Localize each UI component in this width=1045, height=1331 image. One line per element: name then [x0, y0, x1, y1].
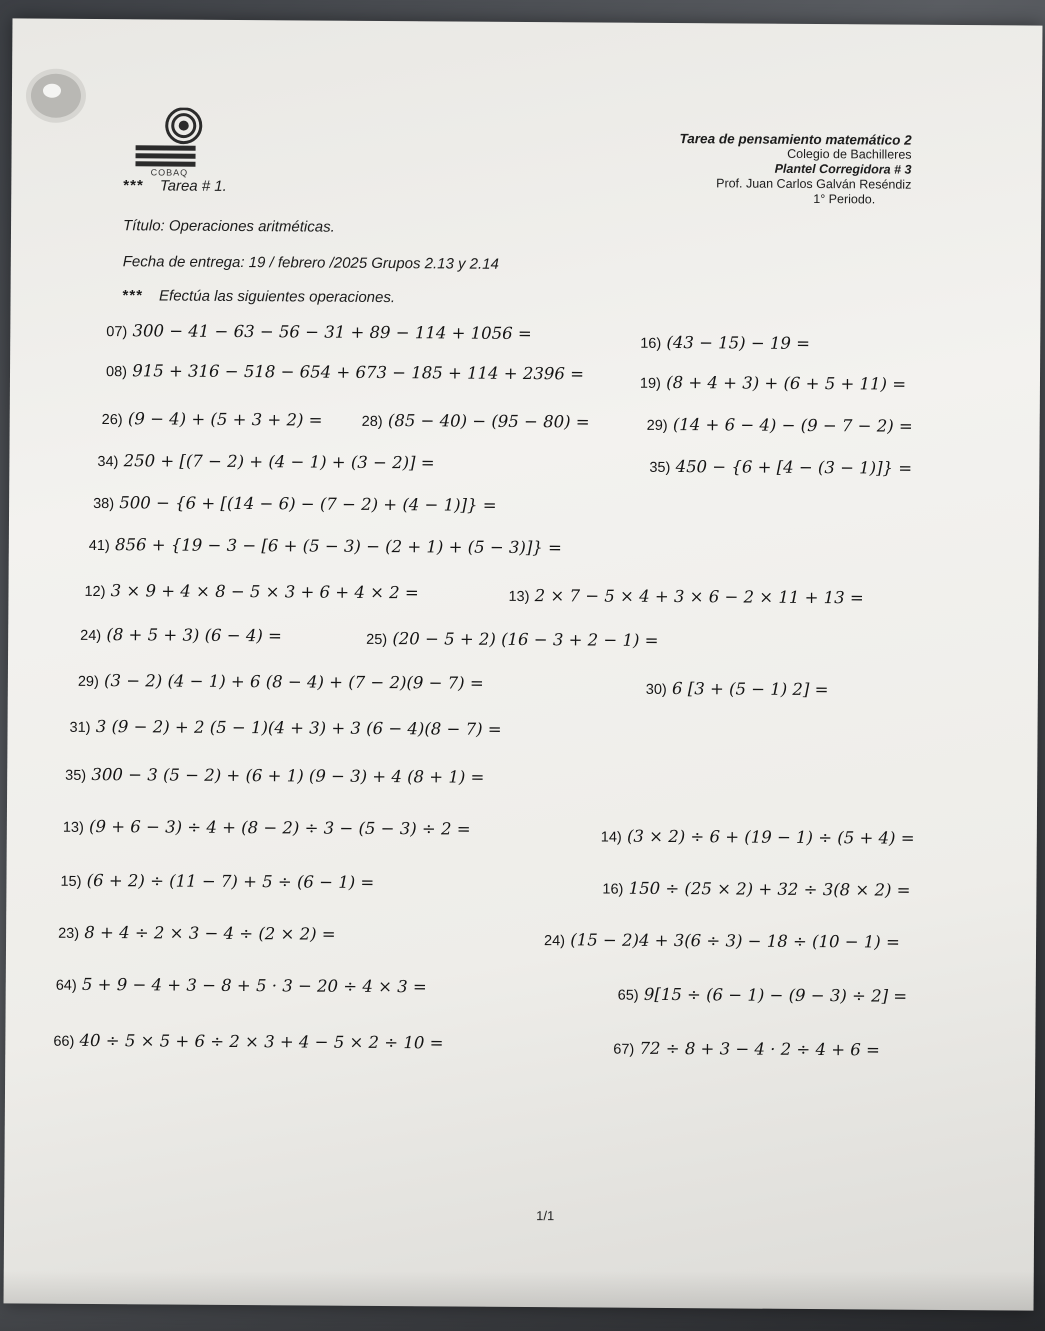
exercise-expression: (85 − 40) − (95 − 80) = [387, 411, 590, 432]
exercise-expression: (15 − 2)4 + 3(6 ÷ 3) − 18 ÷ (10 − 1) = [570, 930, 900, 952]
bullet-stars: *** [122, 287, 144, 305]
exercise-number: 19) [639, 375, 661, 392]
bottom-shadow [0, 1271, 1045, 1331]
exercise-item [601, 827, 915, 848]
exercise-item [640, 373, 906, 394]
assignment-title: Tarea de pensamiento matemático 2 [679, 131, 912, 148]
exercise-item [78, 671, 484, 693]
period-label: 1° Periodo. [813, 192, 876, 207]
exercise-number: 15) [60, 873, 82, 890]
exercise-expression: 72 ÷ 8 + 3 − 4 · 2 ÷ 4 + 6 = [639, 1038, 880, 1060]
exercise-expression: 915 + 316 − 518 − 654 + 673 − 185 + 114 + 2396 = [132, 361, 585, 384]
task-line [123, 177, 227, 195]
exercise-item [58, 923, 336, 944]
exercise-item [640, 333, 810, 353]
exercise-item [106, 361, 584, 383]
exercise-expression: 150 ÷ (25 × 2) + 32 ÷ 3(8 × 2) = [628, 878, 911, 900]
exercise-expression: (8 + 4 + 3) + (6 + 5 + 11) = [666, 372, 907, 394]
teacher-name: Prof. Juan Carlos Galván Reséndiz [716, 176, 912, 192]
exercise-expression: 5 + 9 − 4 + 3 − 8 + 5 · 3 − 20 ÷ 4 × 3 = [81, 974, 427, 997]
task-number: Tarea # 1. [159, 177, 227, 195]
exercise-number: 14) [600, 829, 622, 846]
exercise-item [93, 493, 497, 515]
exercise-item [102, 409, 323, 430]
exercise-item [613, 1039, 880, 1060]
exercise-number: 30) [645, 681, 667, 699]
exercise-expression: 2 × 7 − 5 × 4 + 3 × 6 − 2 × 11 + 13 = [534, 586, 864, 608]
exercise-number: 29) [646, 417, 668, 435]
due-date: Fecha de entrega: 19 / febrero /2025 Grupos 2.13 y 2.14 [122, 253, 499, 273]
exercise-item [89, 535, 562, 557]
exercise-item [65, 765, 484, 787]
exercise-item [60, 871, 374, 892]
exercise-number: 23) [58, 925, 80, 942]
exercise-number: 08) [105, 364, 128, 381]
exercise-expression: 6 [3 + (5 − 1) 2] = [671, 679, 829, 700]
exercise-number: 31) [69, 719, 91, 736]
page-number: 1/1 [536, 1208, 555, 1224]
exercise-item [97, 451, 434, 472]
exercise-expression: (14 + 6 − 4) − (9 − 7 − 2) = [672, 415, 913, 436]
exercise-expression: 8 + 4 ÷ 2 × 3 − 4 ÷ (2 × 2) = [84, 922, 336, 944]
exercise-number: 16) [640, 335, 662, 352]
exercise-expression: 300 − 3 (5 − 2) + (6 + 1) (9 − 3) + 4 (8 + 1) = [91, 764, 485, 787]
exercise-number: 34) [97, 454, 119, 471]
exercise-expression: 250 + [(7 − 2) + (4 − 1) + (3 − 2)] = [123, 451, 435, 473]
exercise-number: 13) [508, 588, 530, 606]
exercise-item [602, 879, 910, 900]
exercise-item [362, 411, 590, 432]
institution-name: Colegio de Bachilleres [787, 146, 912, 162]
exercise-expression: 500 − {6 + [(14 − 6) − (7 − 2) + (4 − 1)]} = [119, 493, 497, 515]
exercise-expression: (3 − 2) (4 − 1) + 6 (8 − 4) + (7 − 2)(9 − 7) = [104, 671, 484, 693]
exercise-number: 24) [544, 933, 566, 950]
exercise-expression: (20 − 5 + 2) (16 − 3 + 2 − 1) = [392, 629, 659, 650]
exercise-item [56, 975, 427, 997]
worksheet-title: Título: Operaciones aritméticas. [122, 217, 335, 236]
exercise-item [106, 321, 532, 343]
exercise-expression: 3 (9 − 2) + 2 (5 − 1)(4 + 3) + 3 (6 − 4)(8 − 7) = [95, 717, 502, 739]
exercise-number: 25) [366, 631, 388, 649]
exercise-number: 24) [80, 627, 102, 645]
exercise-item [84, 581, 418, 602]
exercise-number: 41) [88, 537, 110, 555]
exercise-expression: (6 + 2) ÷ (11 − 7) + 5 ÷ (6 − 1) = [86, 870, 375, 892]
exercise-item [647, 415, 913, 436]
exercise-number: 07) [106, 324, 128, 341]
exercise-expression: 450 − {6 + [4 − (3 − 1)]} = [675, 457, 913, 478]
exercise-number: 35) [65, 767, 87, 784]
exercise-number: 26) [101, 412, 123, 429]
exercise-item [508, 586, 863, 607]
exercise-item [618, 985, 908, 1006]
exercise-item [80, 625, 282, 645]
exercise-item [53, 1031, 443, 1053]
exercise-number: 35) [649, 459, 671, 477]
exercise-number: 65) [617, 987, 639, 1004]
instruction-line [123, 287, 396, 306]
exercise-expression: 856 + {19 − 3 − [6 + (5 − 3) − (2 + 1) + (5 − 3)]} = [114, 535, 562, 558]
campus-name: Plantel Corregidora # 3 [774, 161, 912, 177]
exercise-number: 13) [62, 819, 84, 836]
exercise-number: 29) [77, 673, 99, 691]
exercise-number: 64) [55, 977, 77, 994]
exercise-expression: 40 ÷ 5 × 5 + 6 ÷ 2 × 3 + 4 − 5 × 2 ÷ 10 = [79, 1030, 444, 1053]
exercise-number: 67) [613, 1041, 635, 1058]
exercise-expression: (43 − 15) − 19 = [666, 332, 811, 353]
exercise-number: 12) [84, 583, 106, 601]
exercise-expression: (9 + 6 − 3) ÷ 4 + (8 − 2) ÷ 3 − (5 − 3) ÷ 2 = [89, 816, 471, 839]
exercise-item [63, 817, 471, 839]
exercise-expression: 300 − 41 − 63 − 56 − 31 + 89 − 114 + 1056 = [132, 321, 532, 344]
exercise-item [366, 629, 658, 650]
exercise-item [649, 457, 912, 478]
exercise-number: 66) [53, 1033, 75, 1050]
exercise-number: 16) [602, 881, 624, 898]
exercise-expression: (8 + 5 + 3) (6 − 4) = [106, 625, 282, 646]
bullet-stars: *** [123, 177, 144, 195]
exercise-item [646, 679, 829, 699]
exercise-expression: 3 × 9 + 4 × 8 − 5 × 3 + 6 + 4 × 2 = [110, 581, 419, 603]
exercise-item [544, 930, 900, 951]
document-header [679, 131, 912, 208]
instruction-text: Efectúa las siguientes operaciones. [159, 287, 396, 307]
exercise-item [69, 717, 501, 739]
exercise-number: 38) [93, 495, 115, 513]
exercise-expression: (3 × 2) ÷ 6 + (19 − 1) ÷ (5 + 4) = [626, 826, 915, 848]
binder-clip [26, 69, 86, 123]
logo-text: COBAQ [150, 167, 189, 178]
worksheet-paper [4, 18, 1043, 1310]
exercise-number: 28) [361, 413, 383, 431]
exercise-expression: (9 − 4) + (5 + 3 + 2) = [127, 409, 323, 430]
exercise-expression: 9[15 ÷ (6 − 1) − (9 − 3) ÷ 2] = [643, 984, 908, 1006]
